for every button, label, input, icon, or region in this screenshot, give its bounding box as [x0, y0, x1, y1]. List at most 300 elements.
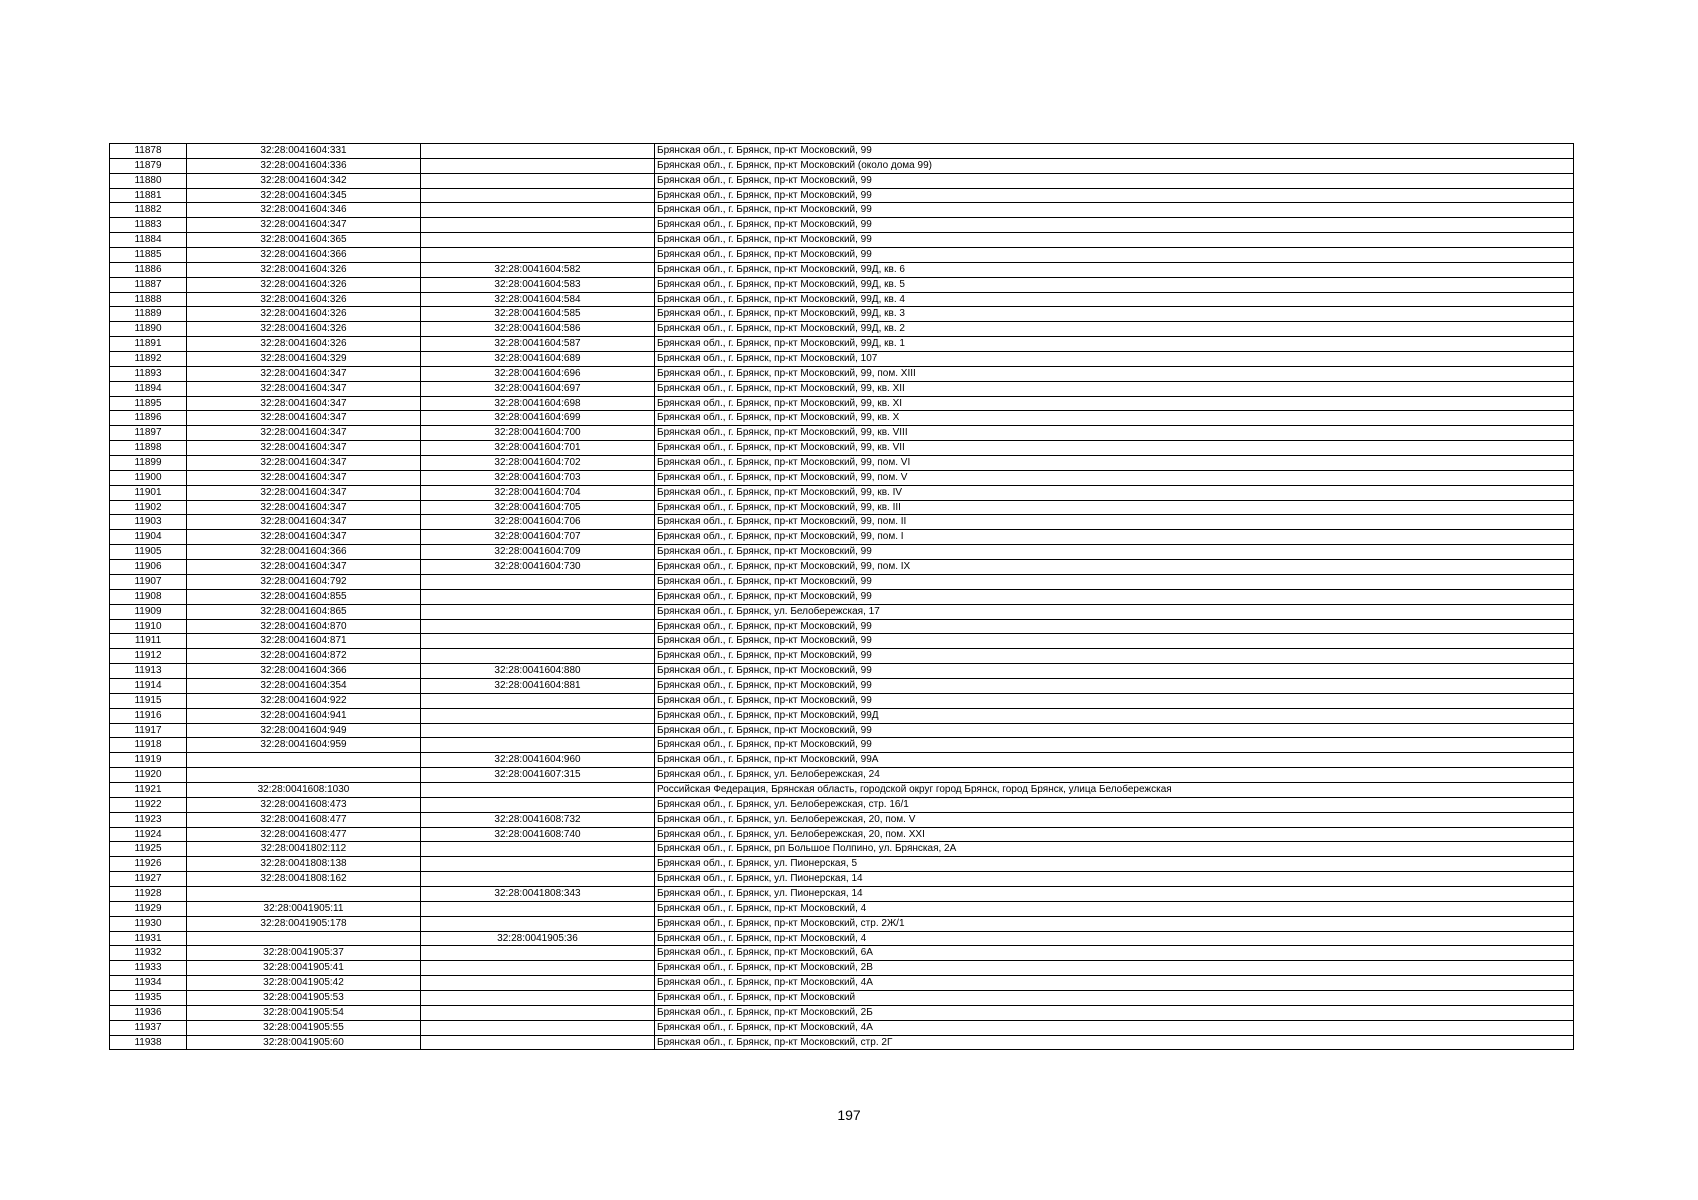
table-row [110, 797, 1574, 812]
object-number-cell: 32:28:0041604:703 [421, 470, 655, 485]
object-number-cell: 32:28:0041604:709 [421, 545, 655, 560]
row-number-cell: 11931 [110, 931, 187, 946]
object-number-cell: 32:28:0041604:582 [421, 262, 655, 277]
object-number-cell: 32:28:0041604:698 [421, 396, 655, 411]
cadastral-number-cell: 32:28:0041604:326 [187, 292, 421, 307]
address-cell: Брянская обл., г. Брянск, пр-кт Московский, 99, пом. I [655, 530, 1574, 545]
cadastral-number-cell: 32:28:0041604:354 [187, 678, 421, 693]
address-cell: Брянская обл., г. Брянск, ул. Пионерская, 14 [655, 872, 1574, 887]
row-number-cell: 11916 [110, 708, 187, 723]
address-cell: Брянская обл., г. Брянск, пр-кт Московский, 99, пом. VI [655, 456, 1574, 471]
table-row [110, 173, 1574, 188]
object-number-cell [421, 1020, 655, 1035]
object-number-cell [421, 248, 655, 263]
cadastral-number-cell: 32:28:0041808:138 [187, 857, 421, 872]
row-number-cell: 11901 [110, 485, 187, 500]
cadastral-number-cell: 32:28:0041604:347 [187, 441, 421, 456]
table-row [110, 634, 1574, 649]
address-cell: Брянская обл., г. Брянск, пр-кт Московский, 99, кв. III [655, 500, 1574, 515]
object-number-cell: 32:28:0041604:697 [421, 381, 655, 396]
address-cell: Брянская обл., г. Брянск, пр-кт Московский, 99Д, кв. 2 [655, 322, 1574, 337]
object-number-cell [421, 946, 655, 961]
address-cell: Брянская обл., г. Брянск, пр-кт Московский, 2Б [655, 1005, 1574, 1020]
cadastral-number-cell: 32:28:0041608:477 [187, 827, 421, 842]
object-number-cell [421, 589, 655, 604]
object-number-cell: 32:28:0041604:702 [421, 456, 655, 471]
object-number-cell [421, 619, 655, 634]
row-number-cell: 11934 [110, 976, 187, 991]
table-row [110, 158, 1574, 173]
address-cell: Брянская обл., г. Брянск, пр-кт Московский, 99 [655, 545, 1574, 560]
address-cell: Брянская обл., г. Брянск, ул. Пионерская, 5 [655, 857, 1574, 872]
table-row [110, 233, 1574, 248]
table-row [110, 990, 1574, 1005]
address-cell: Брянская обл., г. Брянск, пр-кт Московский, 99 [655, 203, 1574, 218]
cadastral-number-cell: 32:28:0041604:326 [187, 262, 421, 277]
table-row [110, 857, 1574, 872]
table-row [110, 1035, 1574, 1050]
cadastral-number-cell: 32:28:0041604:347 [187, 485, 421, 500]
cadastral-number-cell: 32:28:0041604:347 [187, 411, 421, 426]
object-number-cell [421, 916, 655, 931]
row-number-cell: 11888 [110, 292, 187, 307]
cadastral-number-cell: 32:28:0041604:346 [187, 203, 421, 218]
row-number-cell: 11908 [110, 589, 187, 604]
object-number-cell: 32:28:0041604:881 [421, 678, 655, 693]
row-number-cell: 11937 [110, 1020, 187, 1035]
object-number-cell: 32:28:0041604:707 [421, 530, 655, 545]
object-number-cell: 32:28:0041608:732 [421, 812, 655, 827]
row-number-cell: 11917 [110, 723, 187, 738]
object-number-cell [421, 634, 655, 649]
address-cell: Брянская обл., г. Брянск, пр-кт Московский, 99, пом. IX [655, 560, 1574, 575]
cadastral-number-cell: 32:28:0041604:347 [187, 560, 421, 575]
row-number-cell: 11899 [110, 456, 187, 471]
object-number-cell [421, 872, 655, 887]
table-row [110, 872, 1574, 887]
table-row [110, 337, 1574, 352]
table-row [110, 901, 1574, 916]
cadastral-table [109, 143, 1574, 1050]
address-cell: Брянская обл., г. Брянск, пр-кт Московский, 99 [655, 589, 1574, 604]
object-number-cell [421, 723, 655, 738]
object-number-cell: 32:28:0041604:696 [421, 366, 655, 381]
cadastral-number-cell [187, 886, 421, 901]
cadastral-number-cell: 32:28:0041604:347 [187, 530, 421, 545]
object-number-cell: 32:28:0041808:343 [421, 886, 655, 901]
row-number-cell: 11920 [110, 768, 187, 783]
row-number-cell: 11892 [110, 352, 187, 367]
object-number-cell: 32:28:0041604:704 [421, 485, 655, 500]
table-row [110, 441, 1574, 456]
cadastral-number-cell: 32:28:0041604:329 [187, 352, 421, 367]
address-cell: Брянская обл., г. Брянск, пр-кт Московский, 6А [655, 946, 1574, 961]
address-cell: Брянская обл., г. Брянск, пр-кт Московский, стр. 2Г [655, 1035, 1574, 1050]
cadastral-number-cell [187, 753, 421, 768]
row-number-cell: 11883 [110, 218, 187, 233]
row-number-cell: 11936 [110, 1005, 187, 1020]
address-cell: Брянская обл., г. Брянск, пр-кт Московский, 99А [655, 753, 1574, 768]
table-row [110, 961, 1574, 976]
object-number-cell: 32:28:0041604:706 [421, 515, 655, 530]
table-row [110, 188, 1574, 203]
object-number-cell [421, 976, 655, 991]
table-row [110, 842, 1574, 857]
table-row [110, 248, 1574, 263]
address-cell: Брянская обл., г. Брянск, пр-кт Московский, 99Д [655, 708, 1574, 723]
row-number-cell: 11905 [110, 545, 187, 560]
row-number-cell: 11891 [110, 337, 187, 352]
row-number-cell: 11886 [110, 262, 187, 277]
row-number-cell: 11885 [110, 248, 187, 263]
cadastral-number-cell: 32:28:0041604:366 [187, 664, 421, 679]
cadastral-number-cell: 32:28:0041905:53 [187, 990, 421, 1005]
table-row [110, 738, 1574, 753]
address-cell: Брянская обл., г. Брянск, пр-кт Московский, 99 [655, 188, 1574, 203]
table-body [110, 144, 1574, 1050]
address-cell: Брянская обл., г. Брянск, пр-кт Московский, 99Д, кв. 3 [655, 307, 1574, 322]
object-number-cell [421, 842, 655, 857]
address-cell: Брянская обл., г. Брянск, пр-кт Московский, 99 [655, 173, 1574, 188]
table-row [110, 664, 1574, 679]
cadastral-number-cell: 32:28:0041604:941 [187, 708, 421, 723]
address-cell: Брянская обл., г. Брянск, ул. Белобережская, 20, пом. V [655, 812, 1574, 827]
address-cell: Брянская обл., г. Брянск, пр-кт Московский, 99 [655, 218, 1574, 233]
row-number-cell: 11890 [110, 322, 187, 337]
table-row [110, 530, 1574, 545]
object-number-cell [421, 233, 655, 248]
address-cell: Брянская обл., г. Брянск, пр-кт Московский, 99 [655, 723, 1574, 738]
table-row [110, 723, 1574, 738]
row-number-cell: 11922 [110, 797, 187, 812]
address-cell: Брянская обл., г. Брянск, ул. Белобережская, стр. 16/1 [655, 797, 1574, 812]
address-cell: Брянская обл., г. Брянск, пр-кт Московский, 99 [655, 664, 1574, 679]
object-number-cell: 32:28:0041604:705 [421, 500, 655, 515]
address-cell: Брянская обл., г. Брянск, пр-кт Московский, 99, кв. IV [655, 485, 1574, 500]
table-row [110, 812, 1574, 827]
object-number-cell: 32:28:0041604:585 [421, 307, 655, 322]
table-row [110, 352, 1574, 367]
address-cell: Брянская обл., г. Брянск, пр-кт Московский, 99 [655, 248, 1574, 263]
cadastral-number-cell: 32:28:0041604:347 [187, 218, 421, 233]
address-cell: Брянская обл., г. Брянск, пр-кт Московский, 99, пом. XIII [655, 366, 1574, 381]
object-number-cell: 32:28:0041604:880 [421, 664, 655, 679]
cadastral-number-cell: 32:28:0041604:871 [187, 634, 421, 649]
cadastral-number-cell: 32:28:0041604:326 [187, 322, 421, 337]
cadastral-number-cell: 32:28:0041604:872 [187, 649, 421, 664]
object-number-cell: 32:28:0041604:699 [421, 411, 655, 426]
object-number-cell: 32:28:0041905:36 [421, 931, 655, 946]
object-number-cell [421, 1005, 655, 1020]
cadastral-number-cell: 32:28:0041604:326 [187, 277, 421, 292]
object-number-cell [421, 203, 655, 218]
table-row [110, 976, 1574, 991]
address-cell: Брянская обл., г. Брянск, пр-кт Московский, 99Д, кв. 5 [655, 277, 1574, 292]
row-number-cell: 11914 [110, 678, 187, 693]
cadastral-number-cell: 32:28:0041604:347 [187, 381, 421, 396]
address-cell: Брянская обл., г. Брянск, пр-кт Московский, 4 [655, 931, 1574, 946]
object-number-cell [421, 738, 655, 753]
cadastral-number-cell: 32:28:0041604:347 [187, 396, 421, 411]
row-number-cell: 11932 [110, 946, 187, 961]
address-cell: Брянская обл., г. Брянск, пр-кт Московский, 99Д, кв. 1 [655, 337, 1574, 352]
object-number-cell: 32:28:0041608:740 [421, 827, 655, 842]
cadastral-number-cell: 32:28:0041905:60 [187, 1035, 421, 1050]
table-row [110, 678, 1574, 693]
address-cell: Брянская обл., г. Брянск, пр-кт Московский, 99 [655, 619, 1574, 634]
row-number-cell: 11933 [110, 961, 187, 976]
row-number-cell: 11900 [110, 470, 187, 485]
row-number-cell: 11906 [110, 560, 187, 575]
row-number-cell: 11926 [110, 857, 187, 872]
cadastral-number-cell: 32:28:0041604:347 [187, 456, 421, 471]
cadastral-number-cell: 32:28:0041608:473 [187, 797, 421, 812]
table-row [110, 946, 1574, 961]
address-cell: Брянская обл., г. Брянск, ул. Белобережская, 24 [655, 768, 1574, 783]
row-number-cell: 11893 [110, 366, 187, 381]
cadastral-number-cell: 32:28:0041604:365 [187, 233, 421, 248]
object-number-cell [421, 797, 655, 812]
table-row [110, 560, 1574, 575]
cadastral-number-cell: 32:28:0041604:347 [187, 366, 421, 381]
table-row [110, 500, 1574, 515]
table-row [110, 307, 1574, 322]
table-row [110, 886, 1574, 901]
address-cell: Брянская обл., г. Брянск, пр-кт Московский, 99 [655, 738, 1574, 753]
cadastral-number-cell: 32:28:0041802:112 [187, 842, 421, 857]
table-row [110, 218, 1574, 233]
cadastral-number-cell: 32:28:0041604:347 [187, 426, 421, 441]
row-number-cell: 11910 [110, 619, 187, 634]
object-number-cell: 32:28:0041604:960 [421, 753, 655, 768]
row-number-cell: 11895 [110, 396, 187, 411]
row-number-cell: 11903 [110, 515, 187, 530]
row-number-cell: 11912 [110, 649, 187, 664]
row-number-cell: 11924 [110, 827, 187, 842]
row-number-cell: 11909 [110, 604, 187, 619]
cadastral-number-cell [187, 768, 421, 783]
table-row [110, 366, 1574, 381]
object-number-cell: 32:28:0041604:584 [421, 292, 655, 307]
table-row [110, 470, 1574, 485]
table-row [110, 649, 1574, 664]
cadastral-number-cell [187, 931, 421, 946]
cadastral-number-cell: 32:28:0041604:865 [187, 604, 421, 619]
address-cell: Брянская обл., г. Брянск, пр-кт Московский, 99Д, кв. 6 [655, 262, 1574, 277]
cadastral-number-cell: 32:28:0041608:477 [187, 812, 421, 827]
row-number-cell: 11935 [110, 990, 187, 1005]
object-number-cell: 32:28:0041604:586 [421, 322, 655, 337]
object-number-cell [421, 158, 655, 173]
address-cell: Брянская обл., г. Брянск, пр-кт Московский, 99 [655, 144, 1574, 159]
object-number-cell [421, 782, 655, 797]
address-cell: Брянская обл., г. Брянск, пр-кт Московский, 99 [655, 233, 1574, 248]
row-number-cell: 11894 [110, 381, 187, 396]
object-number-cell [421, 173, 655, 188]
object-number-cell: 32:28:0041604:689 [421, 352, 655, 367]
cadastral-number-cell: 32:28:0041905:178 [187, 916, 421, 931]
cadastral-number-cell: 32:28:0041604:870 [187, 619, 421, 634]
table-row [110, 411, 1574, 426]
row-number-cell: 11902 [110, 500, 187, 515]
object-number-cell: 32:28:0041607:315 [421, 768, 655, 783]
object-number-cell [421, 901, 655, 916]
object-number-cell: 32:28:0041604:730 [421, 560, 655, 575]
address-cell: Брянская обл., г. Брянск, пр-кт Московский, 99, кв. VII [655, 441, 1574, 456]
row-number-cell: 11882 [110, 203, 187, 218]
cadastral-number-cell: 32:28:0041604:366 [187, 248, 421, 263]
table-row [110, 381, 1574, 396]
cadastral-number-cell: 32:28:0041608:1030 [187, 782, 421, 797]
address-cell: Брянская обл., г. Брянск, пр-кт Московский, 2В [655, 961, 1574, 976]
row-number-cell: 11915 [110, 693, 187, 708]
address-cell: Брянская обл., г. Брянск, пр-кт Московский, 4А [655, 976, 1574, 991]
row-number-cell: 11923 [110, 812, 187, 827]
object-number-cell [421, 961, 655, 976]
cadastral-number-cell: 32:28:0041604:366 [187, 545, 421, 560]
table-row [110, 292, 1574, 307]
cadastral-number-cell: 32:28:0041905:11 [187, 901, 421, 916]
table-row [110, 545, 1574, 560]
cadastral-number-cell: 32:28:0041604:792 [187, 574, 421, 589]
row-number-cell: 11928 [110, 886, 187, 901]
object-number-cell [421, 857, 655, 872]
table-row [110, 768, 1574, 783]
table-row [110, 619, 1574, 634]
object-number-cell: 32:28:0041604:587 [421, 337, 655, 352]
table-row [110, 322, 1574, 337]
row-number-cell: 11889 [110, 307, 187, 322]
address-cell: Брянская обл., г. Брянск, пр-кт Московский, 99 [655, 678, 1574, 693]
address-cell: Брянская обл., г. Брянск, пр-кт Московский, 99 [655, 634, 1574, 649]
object-number-cell [421, 188, 655, 203]
row-number-cell: 11919 [110, 753, 187, 768]
table-row [110, 262, 1574, 277]
address-cell: Брянская обл., г. Брянск, ул. Белобережская, 17 [655, 604, 1574, 619]
address-cell: Брянская обл., г. Брянск, пр-кт Московский, 99 [655, 574, 1574, 589]
row-number-cell: 11907 [110, 574, 187, 589]
object-number-cell [421, 604, 655, 619]
address-cell: Российская Федерация, Брянская область, городской округ город Брянск, город Брянск, улица Белобережская [655, 782, 1574, 797]
table-row [110, 916, 1574, 931]
address-cell: Брянская обл., г. Брянск, пр-кт Московский, 99 [655, 649, 1574, 664]
row-number-cell: 11925 [110, 842, 187, 857]
page-number: 197 [837, 1107, 861, 1123]
cadastral-number-cell: 32:28:0041604:922 [187, 693, 421, 708]
table-row [110, 604, 1574, 619]
row-number-cell: 11921 [110, 782, 187, 797]
cadastral-number-cell: 32:28:0041905:55 [187, 1020, 421, 1035]
row-number-cell: 11927 [110, 872, 187, 887]
table-row [110, 144, 1574, 159]
object-number-cell [421, 649, 655, 664]
address-cell: Брянская обл., г. Брянск, пр-кт Московский, 99, кв. VIII [655, 426, 1574, 441]
address-cell: Брянская обл., г. Брянск, пр-кт Московский [655, 990, 1574, 1005]
table-row [110, 277, 1574, 292]
table-row [110, 456, 1574, 471]
row-number-cell: 11929 [110, 901, 187, 916]
address-cell: Брянская обл., г. Брянск, ул. Пионерская, 14 [655, 886, 1574, 901]
object-number-cell [421, 693, 655, 708]
address-cell: Брянская обл., г. Брянск, пр-кт Московский, стр. 2Ж/1 [655, 916, 1574, 931]
address-cell: Брянская обл., г. Брянск, пр-кт Московский, 99, пом. II [655, 515, 1574, 530]
cadastral-number-cell: 32:28:0041604:326 [187, 337, 421, 352]
row-number-cell: 11911 [110, 634, 187, 649]
address-cell: Брянская обл., г. Брянск, пр-кт Московский, 99Д, кв. 4 [655, 292, 1574, 307]
row-number-cell: 11904 [110, 530, 187, 545]
row-number-cell: 11898 [110, 441, 187, 456]
table-row [110, 1020, 1574, 1035]
row-number-cell: 11884 [110, 233, 187, 248]
row-number-cell: 11879 [110, 158, 187, 173]
row-number-cell: 11881 [110, 188, 187, 203]
table-row [110, 485, 1574, 500]
address-cell: Брянская обл., г. Брянск, пр-кт Московский, 4А [655, 1020, 1574, 1035]
object-number-cell [421, 990, 655, 1005]
address-cell: Брянская обл., г. Брянск, пр-кт Московский, 4 [655, 901, 1574, 916]
row-number-cell: 11896 [110, 411, 187, 426]
cadastral-number-cell: 32:28:0041604:342 [187, 173, 421, 188]
object-number-cell [421, 144, 655, 159]
object-number-cell: 32:28:0041604:583 [421, 277, 655, 292]
table-row [110, 708, 1574, 723]
table-row [110, 931, 1574, 946]
cadastral-number-cell: 32:28:0041808:162 [187, 872, 421, 887]
address-cell: Брянская обл., г. Брянск, пр-кт Московский, 99, пом. V [655, 470, 1574, 485]
object-number-cell [421, 708, 655, 723]
table-row [110, 396, 1574, 411]
cadastral-number-cell: 32:28:0041604:331 [187, 144, 421, 159]
cadastral-number-cell: 32:28:0041905:42 [187, 976, 421, 991]
row-number-cell: 11913 [110, 664, 187, 679]
row-number-cell: 11887 [110, 277, 187, 292]
cadastral-number-cell: 32:28:0041604:345 [187, 188, 421, 203]
table-row [110, 827, 1574, 842]
cadastral-number-cell: 32:28:0041604:347 [187, 500, 421, 515]
cadastral-number-cell: 32:28:0041604:326 [187, 307, 421, 322]
row-number-cell: 11938 [110, 1035, 187, 1050]
row-number-cell: 11918 [110, 738, 187, 753]
cadastral-number-cell: 32:28:0041604:336 [187, 158, 421, 173]
row-number-cell: 11880 [110, 173, 187, 188]
row-number-cell: 11878 [110, 144, 187, 159]
address-cell: Брянская обл., г. Брянск, пр-кт Московский, 99, кв. XI [655, 396, 1574, 411]
table-row [110, 1005, 1574, 1020]
cadastral-number-cell: 32:28:0041604:855 [187, 589, 421, 604]
address-cell: Брянская обл., г. Брянск, пр-кт Московский (около дома 99) [655, 158, 1574, 173]
table-row [110, 693, 1574, 708]
table-row [110, 203, 1574, 218]
object-number-cell [421, 574, 655, 589]
table-row [110, 753, 1574, 768]
object-number-cell [421, 218, 655, 233]
table-row [110, 515, 1574, 530]
table-row [110, 426, 1574, 441]
address-cell: Брянская обл., г. Брянск, пр-кт Московский, 107 [655, 352, 1574, 367]
address-cell: Брянская обл., г. Брянск, пр-кт Московский, 99 [655, 693, 1574, 708]
row-number-cell: 11930 [110, 916, 187, 931]
table-row [110, 589, 1574, 604]
address-cell: Брянская обл., г. Брянск, рп Большое Полпино, ул. Брянская, 2А [655, 842, 1574, 857]
table-row [110, 574, 1574, 589]
cadastral-number-cell: 32:28:0041604:949 [187, 723, 421, 738]
cadastral-number-cell: 32:28:0041905:37 [187, 946, 421, 961]
cadastral-number-cell: 32:28:0041604:959 [187, 738, 421, 753]
cadastral-number-cell: 32:28:0041604:347 [187, 470, 421, 485]
row-number-cell: 11897 [110, 426, 187, 441]
address-cell: Брянская обл., г. Брянск, пр-кт Московский, 99, кв. X [655, 411, 1574, 426]
address-cell: Брянская обл., г. Брянск, пр-кт Московский, 99, кв. XII [655, 381, 1574, 396]
